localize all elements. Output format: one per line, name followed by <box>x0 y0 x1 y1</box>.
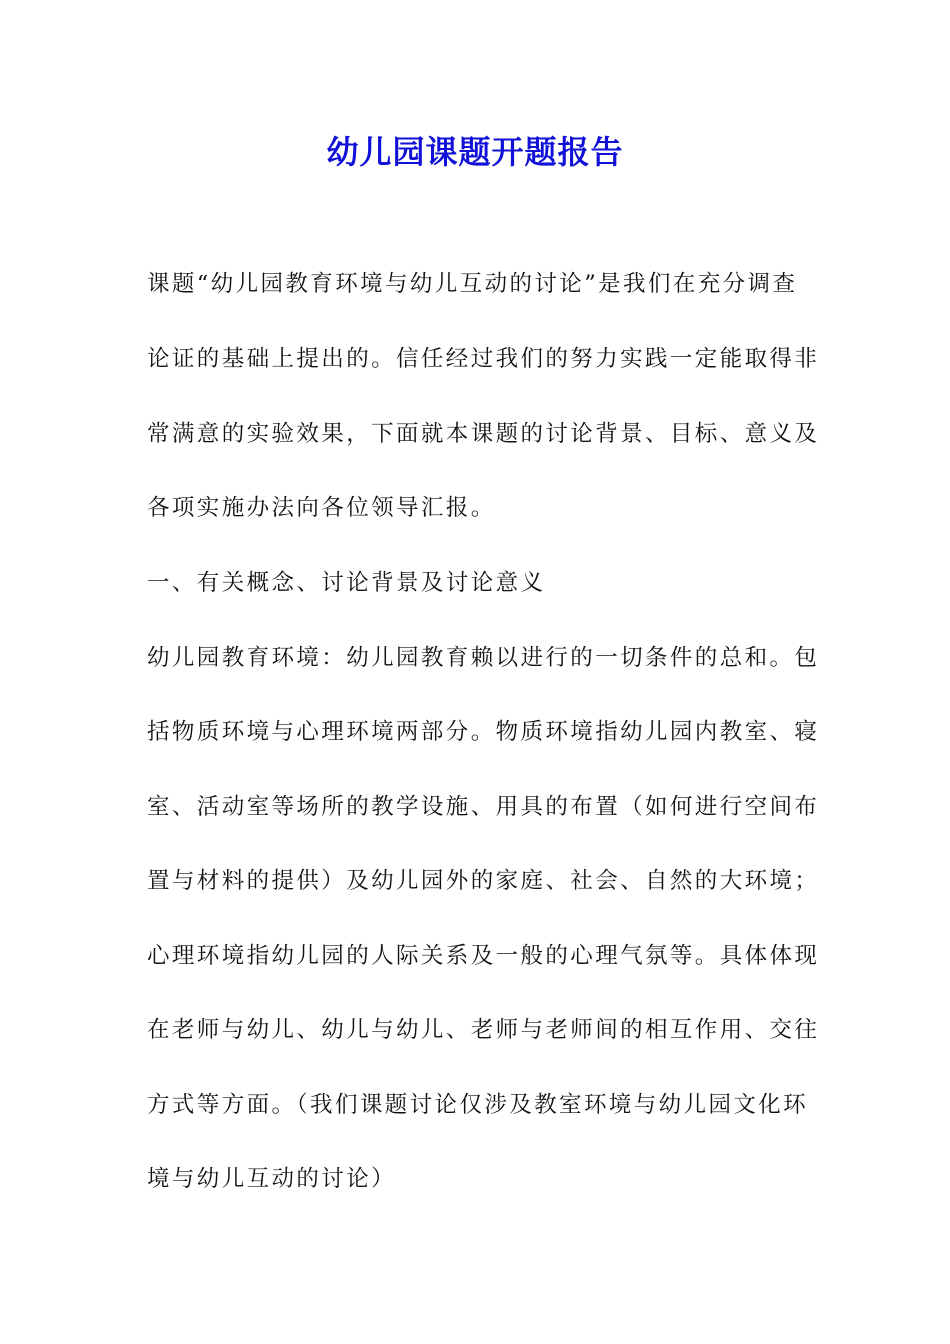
paragraph-line: 置与材料的提供）及幼儿园外的家庭、社会、自然的大环境； <box>147 868 820 894</box>
paragraph-line: 心理环境指幼儿园的人际关系及一般的心理气氛等。具体体现 <box>147 943 820 969</box>
paragraph-line: 括物质环境与心理环境两部分。物质环境指幼儿园内教室、寝 <box>147 719 820 745</box>
paragraph-line: 方式等方面。（我们课题讨论仅涉及教室环境与幼儿园文化环 <box>147 1092 809 1118</box>
paragraph-line: 常满意的实验效果，下面就本课题的讨论背景、目标、意义及 <box>147 421 820 447</box>
paragraph-line: 室、活动室等场所的教学设施、用具的布置（如何进行空间布 <box>147 794 820 820</box>
paragraph-line: 论证的基础上提出的。信任经过我们的努力实践一定能取得非 <box>147 346 820 372</box>
paragraph-line: 各项实施办法向各位领导汇报。 <box>147 495 496 521</box>
paragraph-line: 课题“幼儿园教育环境与幼儿互动的讨论”是我们在充分调查 <box>147 271 798 297</box>
section-heading: 一、有关概念、讨论背景及讨论意义 <box>147 570 546 596</box>
paragraph-line: 境与幼儿互动的讨论） <box>147 1166 397 1192</box>
paragraph-line: 在老师与幼儿、幼儿与幼儿、老师与老师间的相互作用、交往 <box>147 1017 820 1043</box>
document-title: 幼儿园课题开题报告 <box>326 133 624 171</box>
paragraph-line: 幼儿园教育环境：幼儿园教育赖以进行的一切条件的总和。包 <box>147 645 820 671</box>
